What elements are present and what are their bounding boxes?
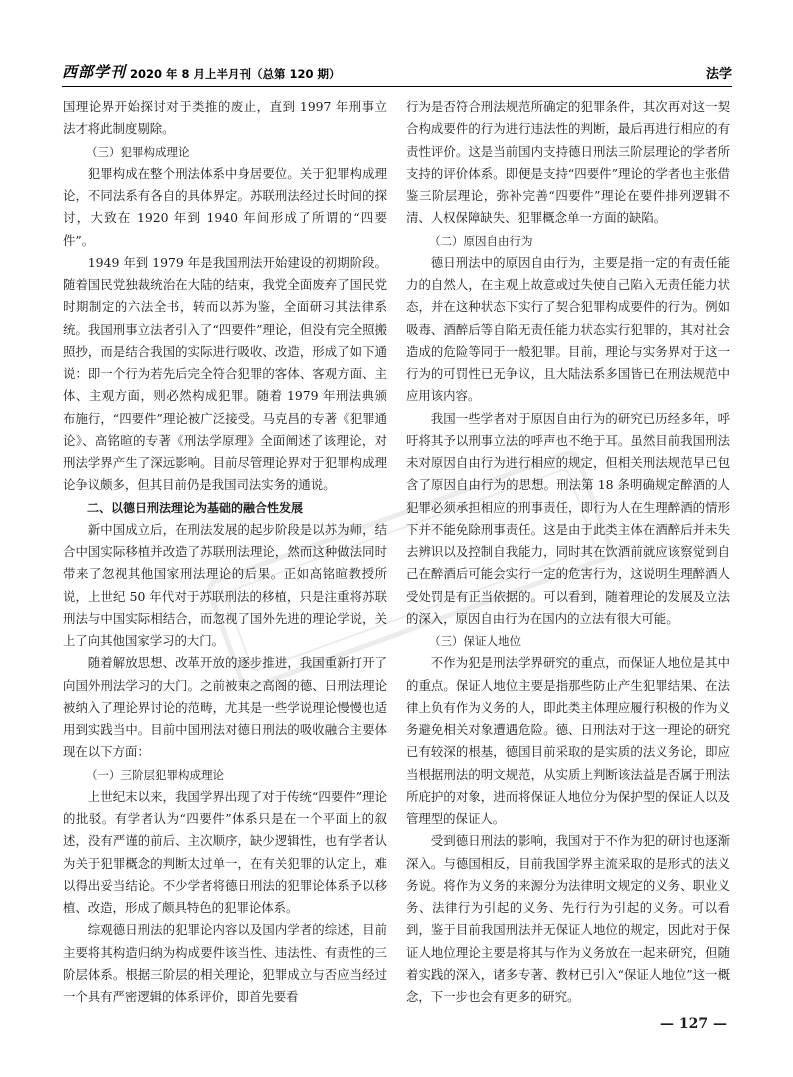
paragraph: 综观德日刑法的犯罪论内容以及国内学者的综述，目前主要将其构造归纳为构成要件该当性、违法性、有责性的三阶层体系。根据三阶层的相关理论，犯罪成立与否应当经过一个具有严密逻辑的体系评价，即首先要看 bbox=[63, 922, 387, 1004]
header-left bbox=[62, 61, 341, 82]
section-heading: 二、以德日刑法理论为基础的融合性发展 bbox=[87, 500, 304, 515]
paragraph: 随着解放思想、改革开放的逐步推进，我国重新打开了向国外刑法学习的大门。之前被束之高阁的德、日刑法理论被纳入了理论界讨论的范畴，尤其是一些学说理论慢慢也适用到实践当中。目前中国刑法对德日刑法的吸收融合主要体现在以下方面： bbox=[63, 655, 387, 760]
paragraph: 新中国成立后，在刑法发展的起步阶段是以苏为师，结合中国实际移植并改造了苏联刑法理论，然而这种做法同时带来了忽视其他国家刑法理论的后果。正如高铭暄教授所说，上世纪 50 年代对于苏联刑法的移植，只是注重将苏联刑法与中国实际相结合，而忽视了国外先进的理论学说，关上了向其他国家学习的大门。 bbox=[63, 521, 387, 648]
subsection-heading: （二）原因自由行为 bbox=[429, 233, 533, 248]
subsection-heading: （三）保证人地位 bbox=[429, 634, 521, 648]
paragraph: 国理论界开始探讨对于类推的废止，直到 1997 年刑事立法才将此制度剔除。 bbox=[63, 99, 387, 137]
page-number: — 127 — bbox=[660, 1016, 727, 1032]
paragraph: 上世纪末以来，我国学界出现了对于传统“四要件”理论的批驳。有学者认为“四要件”体系只是在一个平面上的叙述，没有严谨的前后、主次顺序，缺少逻辑性，也有学者认为关于犯罪概念的判断太过单一，在有关犯罪的认定上，难以得出妥当结论。不少学者将德日刑法的犯罪论体系予以移植、改造，形成了颇具特色的犯罪论体系。 bbox=[63, 788, 387, 915]
subsection-heading: （一）三阶层犯罪构成理论 bbox=[86, 767, 224, 782]
page-header bbox=[62, 55, 732, 87]
section-name: 法学 bbox=[705, 67, 732, 82]
paragraph: 行为是否符合刑法规范所确定的犯罪条件，其次再对这一契合构成要件的行为进行违法性的判断，最后再进行相应的有责性评价。这是当前国内支持德日刑法三阶层理论的学者所支持的评价体系。即便是支持“四要件”理论的学者也主张借鉴三阶层理论，弥补完善“四要件”理论在要件排列逻辑不清、人权保障缺失、犯罪概念单一方面的缺陷。 bbox=[406, 99, 730, 226]
subsection-heading: （三）犯罪构成理论 bbox=[86, 144, 190, 159]
left-column bbox=[63, 96, 387, 1008]
paragraph: 德日刑法中的原因自由行为，主要是指一定的有责任能力的自然人，在主观上故意或过失使自己陷入无责任能力状态，并在这种状态下实行了契合犯罪构成要件的行为。例如吸毒、酒醉后等自陷无责任能力状态实行犯罪的，其对社会造成的危险等同于一般犯罪。目前，理论与实务界对于这一行为的可罚性已无争议，且大陆法系多国皆已在刑法规范中应用该内容。 bbox=[406, 254, 730, 404]
paragraph: 犯罪构成在整个刑法体系中身居要位。关于犯罪构成理论，不同法系有各自的具体界定。苏联刑法经过长时间的探讨，大致在 1920 年到 1940 年间形成了所谓的“四要件”。 bbox=[63, 165, 387, 248]
paragraph: 不作为犯是刑法学界研究的重点，而保证人地位是其中的重点。保证人地位主要是指那些防止产生犯罪结果、在法律上负有作为义务的人，即此类主体理应履行积极的作为义务避免相关对象遭遇危险。德、日刑法对于这一理论的研究已有较深的根基，德国目前采取的是实质的法义务论，即应当根据刑法的明文规范，从实质上判断该法益是否属于刑法所庇护的对象，进而将保证人地位分为保护型的保证人以及管理型的保证人。 bbox=[406, 655, 730, 826]
journal-logo: 西部学刊 bbox=[62, 63, 127, 81]
paragraph: 1949 年到 1979 年是我国刑法开始建设的初期阶段。随着国民党独裁统治在大陆的结束，我党全面废弃了国民党时期制定的六法全书，转而以苏为鉴，全面研习其法律系统。我国刑事立法者引入了“四要件”理论，但没有完全照搬照抄，而是结合我国的实际进行吸收、改造，形成了如下通说：即一个行为若先后完全符合犯罪的客体、客观方面、主体、主观方面，则必然构成犯罪。随着 1979 年刑法典颁布施行，“四要件”理论被广泛接受。马克昌的专著《犯罪通论》、高铭暄的专著《刑法学原理》全面阐述了该理论，对刑法学界产生了深远影响。目前尽管理论界对于犯罪构成理论争议颇多，但其目前仍是我国司法实务的通说。 bbox=[63, 254, 387, 493]
issue-info: 2020 年 8 月上半月刊（总第 120 期） bbox=[130, 67, 341, 81]
right-column bbox=[406, 96, 730, 1008]
paragraph: 受到德日刑法的影响，我国对于不作为犯的研讨也逐渐深入。与德国相反，目前我国学界主流采取的是形式的法义务说。将作为义务的来源分为法律明文规定的义务、职业义务、法律行为引起的义务、先行行为引起的义务。可以看到，鉴于目前我国刑法并无保证人地位的规定，因此对于保证人地位理论主要是将其与作为义务放在一起来研究，但随着实践的深入，诸多专著、教材已引入“保证人地位”这一概念，下一步也会有更多的研究。 bbox=[406, 833, 730, 1004]
paragraph: 我国一些学者对于原因自由行为的研究已历经多年，呼吁将其予以刑事立法的呼声也不绝于耳。虽然目前我国刑法未对原因自由行为进行相应的规定，但相关刑法规范早已包含了原因自由行为的思想。刑法第 18 条明确规定醉酒的人犯罪必须承担相应的刑事责任，即行为人在生理醉酒的情形下并不能免除刑事责任。这是由于此类主体在酒醉后并未失去辨识以及控制自我能力，同时其在饮酒前就应该察觉到自己在醉酒后可能会实行一定的危害行为，这说明生理醉酒人受处罚是有正当依据的。可以看到，随着理论的发展及立法的深入，原因自由行为在国内的立法有很大可能。 bbox=[406, 410, 730, 626]
